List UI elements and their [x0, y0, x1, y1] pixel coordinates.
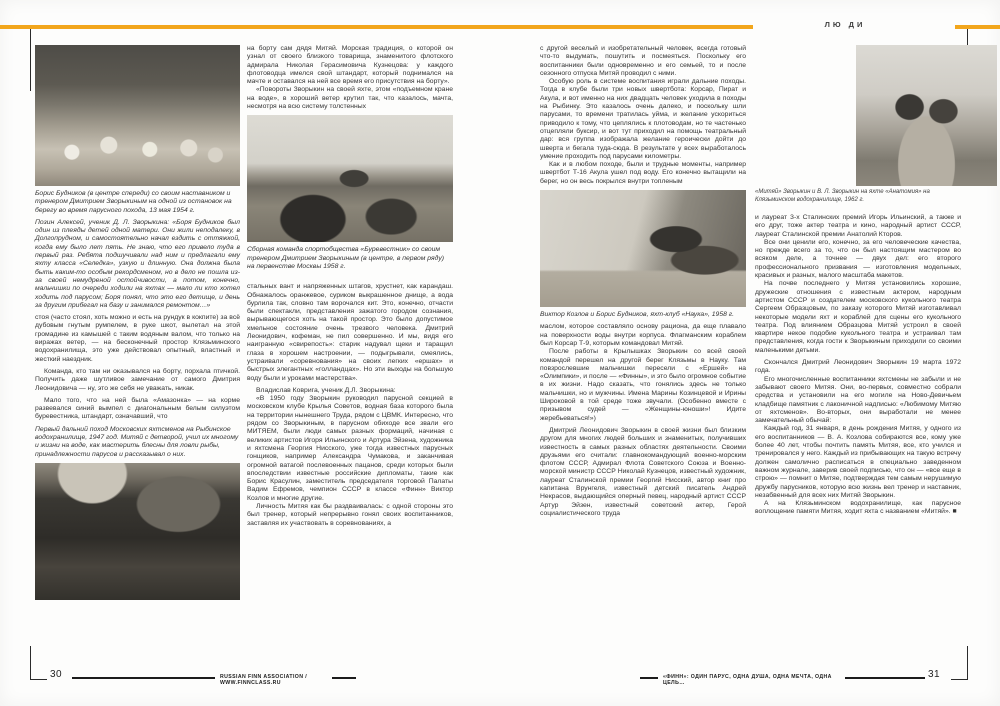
body-paragraph: стоя (часто стоял, хоть можно и есть на рундук в кокпите) за всё дубовым гнутым румпелем, в руке шкот, вылетал на этой громадине из камышей с таким водяным валом, что только на виражах ветер, — на бесконечный простор Клязьминского водохранилища, это уже действовал опытный, властный и жесткий наездник. [35, 314, 240, 363]
body-paragraph: «В 1950 году Зворыкин руководил парусной секцией в московском клубе Крылья Советов, водная база которого была на территории нынешнего Труда, рядом с ЦВМК. Интересно, что рядом со Зворыкиным, в парусном обиходе все звали его МИТЯЕМ, были люди самых разных формаций, начиная с великих артистов Игоря Ильинского и Артура Эйзена, художника и яхтсмена Георгия Нисского, уже тогда известных парусных гонщиков, например Александра Чумакова, и заканчивая огромной ватагой послевоенных пацанов, среди которых были впоследствии известные российские дипломаты, такие как Борис Красулин, заместитель председателя торговой Палаты Вадим Ефремов, чемпион СССР в классе «Финн» Виктор Козлов и многие другие. [247, 395, 453, 502]
body-paragraph: на борту сам дядя Митяй. Морская традиция, о которой он узнал от своего близкого товарища, знаменитого флотского адмирала Николая Герасимовича Кузнецова: у каждого флотоводца имелся свой штандарт, который поднимался на мачте и оставался на ней все время его присутствия на борту». [247, 45, 453, 86]
body-paragraph: и лауреат 3-х Сталинских премий Игорь Ильинский, а также и его друг, тоже актер театра и кино, народный артист СССР, лауреат Сталинской премии Анатолий Кторов. [755, 214, 961, 238]
body-paragraph: Дмитрий Леонидович Зворыкин в своей жизни был близким другом для многих людей больших и знаменитых, получивших известность в самых разных областях деятельности. Своими друзьями его считали: главнокомандующий военно-морским флотом СССР, Адмирал Флота Советского Союза и Военно-морской министр СССР Николай Кузнецов, известный художник, лауреат Сталинской премии Георгий Нисский, автор книг про капитана Врунгеля, известный детский писатель Андрей Некрасов, выдающийся оперный певец, народный артист СССР Артур Эйзен, известный советский актер, Герой социалистического труда [540, 426, 746, 517]
body-paragraph-closing: А на Клязьминском водохранилище, как парусное воплощение памяти Митяя, ходит яхта с названием «Митяй». ■ [755, 500, 961, 516]
footer-rule [72, 677, 215, 679]
left-page-column-1 [35, 45, 240, 600]
photo-shore-group [35, 45, 240, 186]
photo-caption: «Митяй» Зворыкин и В. Л. Зворыкин на яхте «Анатомия» на Клязьминском водохранилище, 1962 г. [755, 189, 930, 203]
footer-association-text: RUSSIAN FINN ASSOCIATION / WWW.FINNCLASS.RU [220, 673, 308, 686]
body-paragraph: После работы в Крылышках Зворыкин со всей своей командой перешел на другой берег Клязьмы в Науку. Там повзрослевшие мальчишки пересели с «Ершей» на «Олимпики», и после — «Финны», и это было огромное событие в их жизни. Надо сказать, что гонялись здесь не только мальчишки, но и мужчины. Имена Марины Козинцевой и Ирины Широковой в той среде тоже звучали. (Особенно вместе с призывом судей — «Женщины-юноши»! Идите жеребьеваться!») [540, 348, 746, 422]
photo-waterfront-crowd [35, 463, 240, 600]
photo-helmsman-sailing [540, 190, 746, 307]
crop-mark-bottom-left [30, 646, 47, 680]
photo-caption: Первый дальний поход Московских яхтсменов на Рыбинское водохранилище, 1947 год. Митяй с детворой, учил их многому и жизни на воде, как мастерить блесны для ловли рыбы, принадлежности парусов и рассказывал о них. [35, 425, 239, 458]
body-paragraph: Особую роль в системе воспитания играли дальние походы. Тогда в клубе были три новых швертбота: Корсар, Пират и Акула, и вот именно на них двадцать человек уходила в походы на Рыбинку. Это казалось очень далеко, и поскольку шли парусами, то времени тратилась уйма, и желание ускориться приводило к тому, что цеплялись к плотоводам, но те частенько отцепляли буксир, и вот тут приходил на помощь театральный дар: вся группа изображала желание героически дойти до шверта и бегала туда-сюда. В результате у всех выработалось умение проходить под парусами километры. [540, 78, 746, 160]
body-paragraph: На почве последнего у Митяя установились хорошие, дружеские отношения с известным актером, народным артистом СССР и создателем московского кукольного театра Сергеем Образцовым, по заказу которого Митяй изготавливал некоторые модели яхт и кораблей для сцены его кукольного театра. Под влиянием Образцова Митяй устроил в своей квартире некое подобие кукольного театра и устраивал там представления, когда гости к Зворыкиным приходили со своими маленькими детьми. [755, 280, 961, 354]
crop-mark-bottom-right [951, 646, 968, 680]
body-paragraph: Каждый год, 31 января, в день рождения Митяя, у одного из его воспитанников — В. А. Козлова собираются все, кому уже более 40 лет, чтобы почтить память Митяя, все, кто учился и тренировался у него. Каждый из прибывающих на такую встречу должен самолично расписаться в специально заведенном важном журнале, заверив своей подписью, что он — «все еще в строю» — помнит о Митяе, подтверждая тем самым нерушимую дружбу парусников, которую всю жизнь вел тренер и наставник, незабвенный для всех них Митяй Зворыкин. [755, 425, 961, 499]
right-page-column-1 [540, 45, 746, 518]
body-paragraph: Владислав Коврига, ученик Д.Л. Зворыкина: [256, 386, 396, 394]
photo-regatta-on-water [247, 115, 453, 242]
right-page-column-2 [755, 214, 961, 517]
lead-quote: Позин Алексей, ученик Д. Л. Зворыкина: «Боря Будников был один из плеяды детей одной матери. Они жили неподалеку, в Долгопрудном, и самостоятельно начал ездить с оттяжкой, когда ему было лет пять. Не знаю, что его привело туда в первый раз. Ребята подшучивали над ним и предлагали ему яхту класса «Селедка», узкую и длинную. Она должна была быть каким-то особым рекордсменом, но в дело не пошла из-за своей немудреной остойчивости, а потом, конечно, мальчишки по очереди ходили на яхтах — мало ли кто хотел ходить под парусом; Боря понял, что это его детище, и день за другим прибегал на базу и занимался ремонтом…» [35, 218, 240, 309]
section-label: ЛЮ ДИ [824, 20, 866, 29]
header-accent-rule-left [0, 25, 753, 29]
footer-motto-text: «ФИНН»: ОДИН ПАРУС, ОДНА ДУША, ОДНА МЕЧТА, ОДНА ЦЕЛЬ… [663, 673, 832, 686]
crop-mark-top-left [30, 29, 31, 91]
body-paragraph: Его многочисленные воспитанники яхтсмены не забыли и не забывают своего Митяя. Они, во-первых, совместно собрали средства и установили на его могиле на Ново-Девичьем кладбище памятник с лаконичной надписью: «Любимому Митяю от яхтсменов». Во-вторых, они выработали не менее замечательный обычай: [755, 375, 961, 425]
body-paragraph: Скончался Дмитрий Леонидович Зворыкин 19 марта 1972 года. [755, 359, 961, 375]
body-paragraph: Мало того, что на ней была «Амазонка» — на корме развевался синий вымпел с диагональным белым силуэтом буревестника, штандарт, означавший, что [35, 396, 240, 421]
footer-rule [845, 677, 925, 679]
footer-rule [332, 677, 356, 679]
body-paragraph: Личность Митяя как бы раздваивалась: с одной стороны это был тренер, который непрерывно гонял своих воспитанников, заставляя их участвовать в соревнованиях, а [247, 502, 453, 527]
header-accent-rule-right [955, 25, 1000, 29]
photo-two-men-on-yacht [856, 45, 997, 186]
body-paragraph: Все они ценили его, конечно, за его человеческие качества, но прежде всего за то, что он был настоящим мастером во всяком деле, а точнее — двух дел: его второго профессионального призвания — изготовления модельных, красивых и разных, малого масштаба макетов. [755, 238, 961, 280]
body-paragraph: маслом, которое составляло основу рациона, да еще плавало на поверхности воды внутри корпуса. Флагманским кораблем был Корсар Т-9, которым командовал Митяй. [540, 323, 746, 347]
body-paragraph: стальных вант и напряженных штагов, хрустнет, как карандаш. Обнажалось оранжевое, суриком выкрашенное днище, а вода бурлила так, словно там ворочался кит. Это, конечно, отчасти были спектакли, представления зажатого городом сознания, вырывающегося хоть на такой простор. Это было допустимое хмельное состояние очень трезвого человека. Дмитрий Леонидович, кофеман, не пил совершенно. И мы, видя его наигранную «свирепость»: старик надувал щеки и таращил глаза в хорошем настроении, — подыгрывали, смеялись, устраивали «соревнования» на своих легких «ершах» и быстрых элегантных «голландцах». Но эти выходы на большую воду были и уроками мастерства». [247, 283, 453, 382]
photo-caption: Сборная команда спортобщества «Буревестник» со своим тренером Дмитрием Зворыкиным (в центре, в первом ряду) на первенстве Москвы 1958 г. [247, 246, 444, 270]
footer-rule [640, 677, 658, 679]
body-paragraph: «Повороты Зворыкин на своей яхте, этом «подъемном кране на воде», в хороший ветер крутил так, что казалось, мачта, несмотря на всю систему толстенных [247, 86, 453, 111]
body-paragraph: Как и в любом походе, были и трудные моменты, например швертбот Т-16 Акула ушел под воду. Его конечно вытащили на берег, но он весь покрылся внутри топленым [540, 161, 746, 185]
photo-caption: Борис Будников (в центре спереди) со своим наставником и тренером Дмитрием Зворыкиным на одной из остановок на берегу во время парусного похода, 13 мая 1954 г. [35, 190, 232, 214]
body-paragraph: с другой веселый и изобретательный человек, всегда готовый что-то выдумать, пошутить и посмеяться. Поскольку его воспитанники были одновременно и его семьей, то и после сезонного отпуска Митяй проводил с ними. [540, 45, 746, 77]
page-number-right: 31 [928, 669, 941, 680]
photo-caption: Виктор Козлов и Борис Будников, яхт-клуб «Наука», 1958 г. [540, 311, 735, 319]
left-page-column-2 [247, 45, 453, 528]
page-number-left: 30 [50, 669, 63, 680]
body-paragraph: Команда, кто там ни оказывался на борту, порхала птичкой. Получить даже шутливое замечание от самого Дмитрия Леонидовича — ну, это же себя не уважать, никак. [35, 367, 240, 392]
